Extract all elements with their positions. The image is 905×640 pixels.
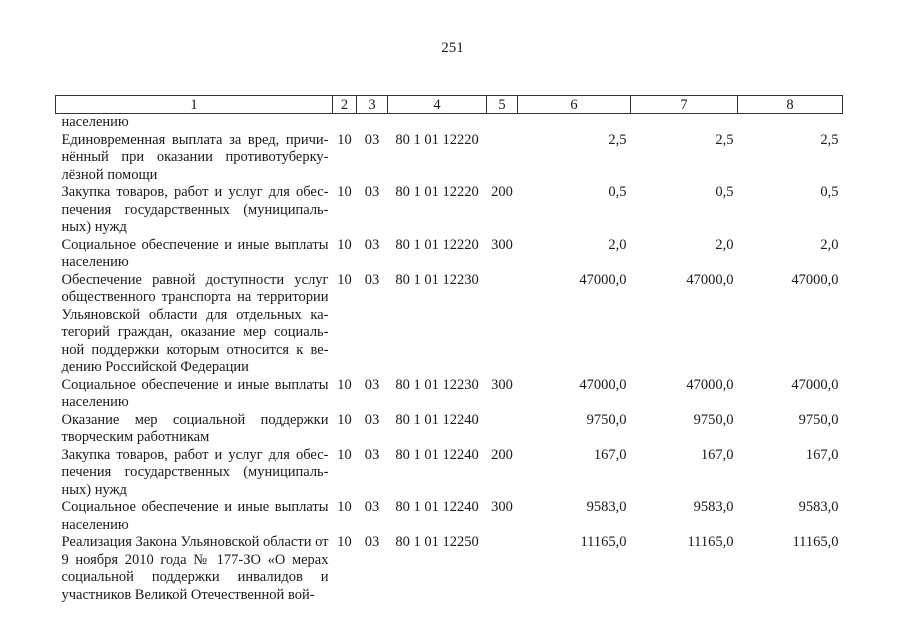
row-target-article: 80 1 01 12240 xyxy=(395,411,479,428)
row-subsection xyxy=(357,114,388,132)
row-section: 10 xyxy=(337,411,352,428)
table-row xyxy=(56,184,843,237)
row-amount-year3: 2,0 xyxy=(820,236,839,253)
row-amount-year2: 2,0 xyxy=(715,236,734,253)
row-amount-year1: 2,0 xyxy=(608,236,627,253)
row-amount-year2: 2,5 xyxy=(715,131,734,148)
row-expense-type: 300 xyxy=(491,499,513,515)
row-subsection: 03 xyxy=(364,446,380,463)
row-amount-year3 xyxy=(738,114,843,132)
row-name: населению xyxy=(61,114,129,130)
row-amount-year3: 9583,0 xyxy=(798,499,839,515)
table-row xyxy=(56,237,843,272)
header-row xyxy=(56,96,843,114)
table-row xyxy=(56,499,843,534)
row-amount-year1 xyxy=(518,114,631,132)
row-expense-type xyxy=(487,114,518,132)
row-amount-year3: 47000,0 xyxy=(791,271,839,288)
row-subsection: 03 xyxy=(364,534,380,550)
row-amount-year3: 167,0 xyxy=(805,446,839,463)
row-expense-type: 200 xyxy=(491,184,513,200)
row-section: 10 xyxy=(337,499,352,515)
header-cell: 5 xyxy=(487,96,518,114)
row-target-article: 80 1 01 12220 xyxy=(395,184,479,200)
row-amount-year2: 0,5 xyxy=(715,184,734,200)
row-name: Социальное обеспечение и иные выплаты населению xyxy=(61,376,329,410)
header-cell: 3 xyxy=(357,96,388,114)
row-expense-type xyxy=(487,132,518,185)
row-amount-year1: 2,5 xyxy=(608,131,627,148)
row-amount-year1: 9583,0 xyxy=(586,499,627,515)
row-target-article: 80 1 01 12220 xyxy=(395,131,479,148)
row-amount-year3: 2,5 xyxy=(820,131,839,148)
row-target-article: 80 1 01 12230 xyxy=(395,271,479,288)
row-amount-year2: 47000,0 xyxy=(686,271,734,288)
row-amount-year2: 167,0 xyxy=(700,446,734,463)
row-subsection: 03 xyxy=(364,236,380,253)
row-expense-type: 300 xyxy=(491,236,513,253)
row-amount-year2 xyxy=(631,114,738,132)
row-amount-year3: 11165,0 xyxy=(792,534,839,550)
table-row xyxy=(56,412,843,447)
row-expense-type xyxy=(487,272,518,377)
row-amount-year3: 9750,0 xyxy=(798,411,839,428)
row-amount-year3: 0,5 xyxy=(820,184,839,200)
row-amount-year2: 9750,0 xyxy=(693,411,734,428)
table-row xyxy=(56,114,843,132)
table-row xyxy=(56,534,843,604)
table-row xyxy=(56,132,843,185)
row-target-article: 80 1 01 12220 xyxy=(395,236,479,253)
header-cell: 7 xyxy=(631,96,738,114)
row-amount-year1: 47000,0 xyxy=(579,271,627,288)
header-cell: 2 xyxy=(333,96,357,114)
row-amount-year2: 9583,0 xyxy=(693,499,734,515)
row-name: Закупка товаров, работ и услуг для обес-печения государственных (муниципаль-ных) нужд xyxy=(61,184,329,235)
row-target-article: 80 1 01 12240 xyxy=(395,499,479,515)
row-subsection: 03 xyxy=(364,271,380,288)
table-row xyxy=(56,447,843,500)
row-name: Обеспечение равной доступности услуг общественного транспорта на территории Ульяновской области для отдельных ка-тегорий граждан, оказание мер социаль-ной поддержки которым относится к ве-дению Российской Федерации xyxy=(61,271,329,375)
row-name: Оказание мер социальной поддержки творческим работникам xyxy=(61,411,329,445)
row-amount-year1: 47000,0 xyxy=(579,376,627,393)
row-expense-type xyxy=(487,412,518,447)
row-section: 10 xyxy=(337,236,352,253)
row-section: 10 xyxy=(337,376,352,393)
row-section: 10 xyxy=(337,446,352,463)
table-row xyxy=(56,377,843,412)
table-body xyxy=(56,114,843,605)
header-cell: 6 xyxy=(518,96,631,114)
row-amount-year1: 9750,0 xyxy=(586,411,627,428)
row-amount-year1: 167,0 xyxy=(593,446,627,463)
row-name: Социальное обеспечение и иные выплаты населению xyxy=(61,236,329,270)
row-amount-year2: 11165,0 xyxy=(687,534,734,550)
row-section: 10 xyxy=(337,184,352,200)
budget-table xyxy=(55,95,843,604)
row-name: Реализация Закона Ульяновской области от 9 ноября 2010 года № 177-ЗО «О мерах социальной поддержки инвалидов и участников Великой Отечественной вой- xyxy=(61,534,329,603)
header-cell: 1 xyxy=(56,96,333,114)
row-name: Закупка товаров, работ и услуг для обес-печения государственных (муниципаль-ных) нужд xyxy=(61,446,329,498)
row-expense-type: 200 xyxy=(491,446,513,463)
row-section xyxy=(333,114,357,132)
row-section: 10 xyxy=(337,271,352,288)
row-name: Единовременная выплата за вред, причи-нённый при оказании противотуберку-лёзной помощи xyxy=(61,131,329,183)
row-target-article xyxy=(388,114,487,132)
header-cell: 8 xyxy=(738,96,843,114)
row-amount-year3: 47000,0 xyxy=(791,376,839,393)
row-subsection: 03 xyxy=(364,131,380,148)
row-target-article: 80 1 01 12250 xyxy=(395,534,479,550)
row-subsection: 03 xyxy=(364,184,380,200)
row-expense-type xyxy=(487,534,518,604)
row-amount-year1: 11165,0 xyxy=(580,534,627,550)
row-subsection: 03 xyxy=(364,499,380,515)
page-number: 251 xyxy=(441,40,464,56)
row-amount-year2: 47000,0 xyxy=(686,376,734,393)
row-expense-type: 300 xyxy=(491,376,513,393)
table-row xyxy=(56,272,843,377)
row-section: 10 xyxy=(337,534,352,550)
row-amount-year1: 0,5 xyxy=(608,184,627,200)
row-target-article: 80 1 01 12230 xyxy=(395,376,479,393)
row-target-article: 80 1 01 12240 xyxy=(395,446,479,463)
header-cell: 4 xyxy=(388,96,487,114)
row-name: Социальное обеспечение и иные выплаты населению xyxy=(61,499,329,533)
row-subsection: 03 xyxy=(364,411,380,428)
row-subsection: 03 xyxy=(364,376,380,393)
row-section: 10 xyxy=(337,131,352,148)
